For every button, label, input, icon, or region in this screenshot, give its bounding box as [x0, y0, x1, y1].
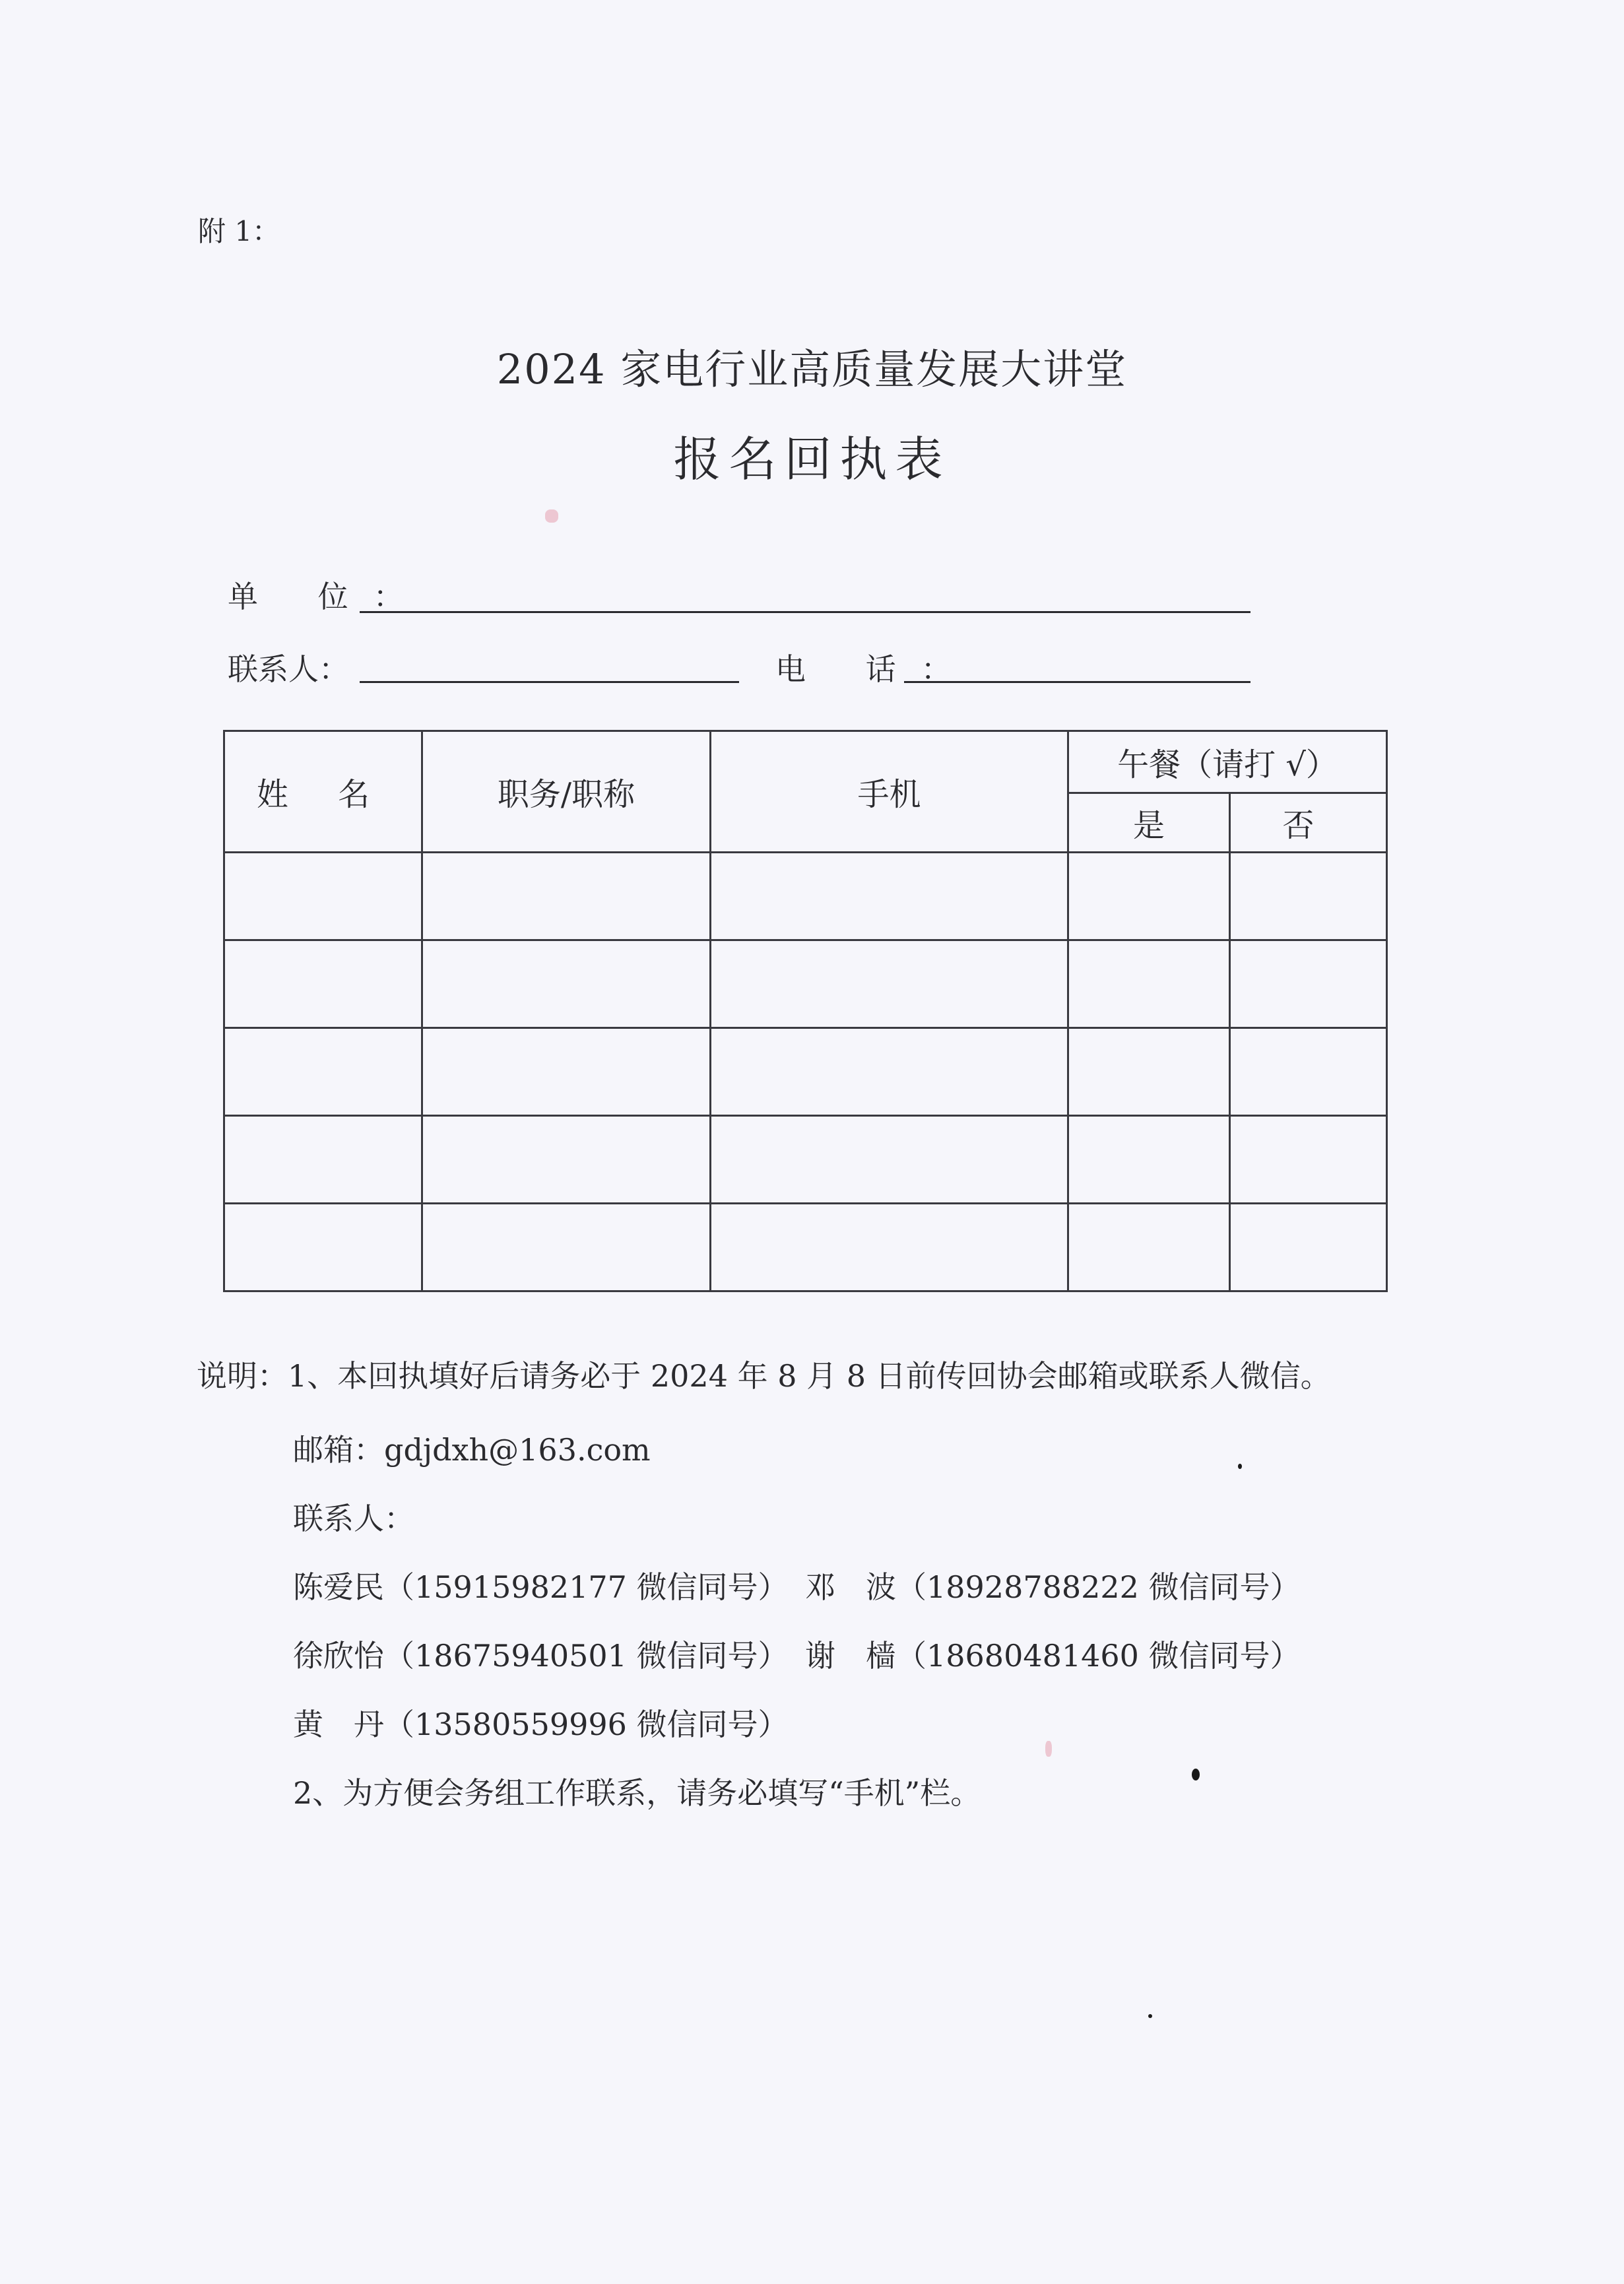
lunch-no-cell[interactable]: [1230, 940, 1387, 1028]
mobile-cell[interactable]: [711, 1028, 1068, 1116]
document-title: 2024 家电行业高质量发展大讲堂: [496, 345, 1128, 393]
name-cell[interactable]: [224, 853, 422, 940]
header-position: 职务/职称: [422, 731, 711, 853]
contact-xu: 徐欣怡（18675940501 微信同号）: [293, 1638, 789, 1674]
scan-mark: [1045, 1741, 1052, 1757]
header-lunch-yes: 是: [1068, 793, 1230, 853]
unit-input-line[interactable]: [360, 611, 1250, 613]
contact-huang: 黄 丹（13580559996 微信同号）: [293, 1707, 789, 1742]
table-row: [224, 1028, 1387, 1116]
note-contacts-label: 联系人：: [293, 1501, 414, 1536]
note-line-1: 说明：1、本回执填好后请务必于 2024 年 8 月 8 日前传回协会邮箱或联系人微信。: [197, 1358, 1331, 1394]
note-line-2: 2、为方便会务组工作联系，请务必填写“手机”栏。: [293, 1775, 981, 1811]
scan-mark: [545, 509, 558, 523]
name-cell[interactable]: [224, 1204, 422, 1291]
lunch-no-cell[interactable]: [1230, 1116, 1387, 1204]
position-cell[interactable]: [422, 940, 711, 1028]
note-email: 邮箱：gdjdxh@163.com: [293, 1432, 651, 1468]
contact-label: 联系人：: [228, 651, 349, 687]
lunch-no-cell[interactable]: [1230, 1028, 1387, 1116]
lunch-yes-cell[interactable]: [1068, 1116, 1230, 1204]
header-name: 姓 名: [224, 731, 422, 853]
lunch-yes-cell[interactable]: [1068, 853, 1230, 940]
phone-input-line[interactable]: [904, 681, 1250, 683]
mobile-cell[interactable]: [711, 853, 1068, 940]
header-mobile: 手机: [711, 731, 1068, 853]
table-row: [224, 1204, 1387, 1291]
table-row: [224, 853, 1387, 940]
position-cell[interactable]: [422, 853, 711, 940]
position-cell[interactable]: [422, 1116, 711, 1204]
scan-speck: [1192, 1769, 1200, 1780]
scan-speck: [1148, 2014, 1152, 2018]
phone-label: 电 话：: [775, 651, 977, 687]
lunch-no-cell[interactable]: [1230, 1204, 1387, 1291]
name-cell[interactable]: [224, 1116, 422, 1204]
position-cell[interactable]: [422, 1204, 711, 1291]
table-row: [224, 940, 1387, 1028]
header-lunch: 午餐（请打 √）: [1068, 731, 1387, 793]
contact-chen: 陈爱民（15915982177 微信同号）: [293, 1569, 789, 1605]
header-lunch-no: 否: [1230, 793, 1387, 853]
mobile-cell[interactable]: [711, 1116, 1068, 1204]
unit-label: 单 位：: [228, 579, 429, 614]
mobile-cell[interactable]: [711, 940, 1068, 1028]
registration-table: [223, 730, 1388, 1292]
name-cell[interactable]: [224, 1028, 422, 1116]
lunch-yes-cell[interactable]: [1068, 1028, 1230, 1116]
contact-xie: 谢 樯（18680481460 微信同号）: [805, 1638, 1301, 1674]
position-cell[interactable]: [422, 1028, 711, 1116]
lunch-yes-cell[interactable]: [1068, 1204, 1230, 1291]
mobile-cell[interactable]: [711, 1204, 1068, 1291]
lunch-yes-cell[interactable]: [1068, 940, 1230, 1028]
contact-deng: 邓 波（18928788222 微信同号）: [805, 1569, 1301, 1605]
scan-speck: [1238, 1464, 1242, 1469]
name-cell[interactable]: [224, 940, 422, 1028]
table-row: [224, 1116, 1387, 1204]
attachment-label: 附 1：: [198, 215, 280, 247]
form-title: 报名回执表: [673, 432, 951, 487]
contact-input-line[interactable]: [360, 681, 739, 683]
lunch-no-cell[interactable]: [1230, 853, 1387, 940]
